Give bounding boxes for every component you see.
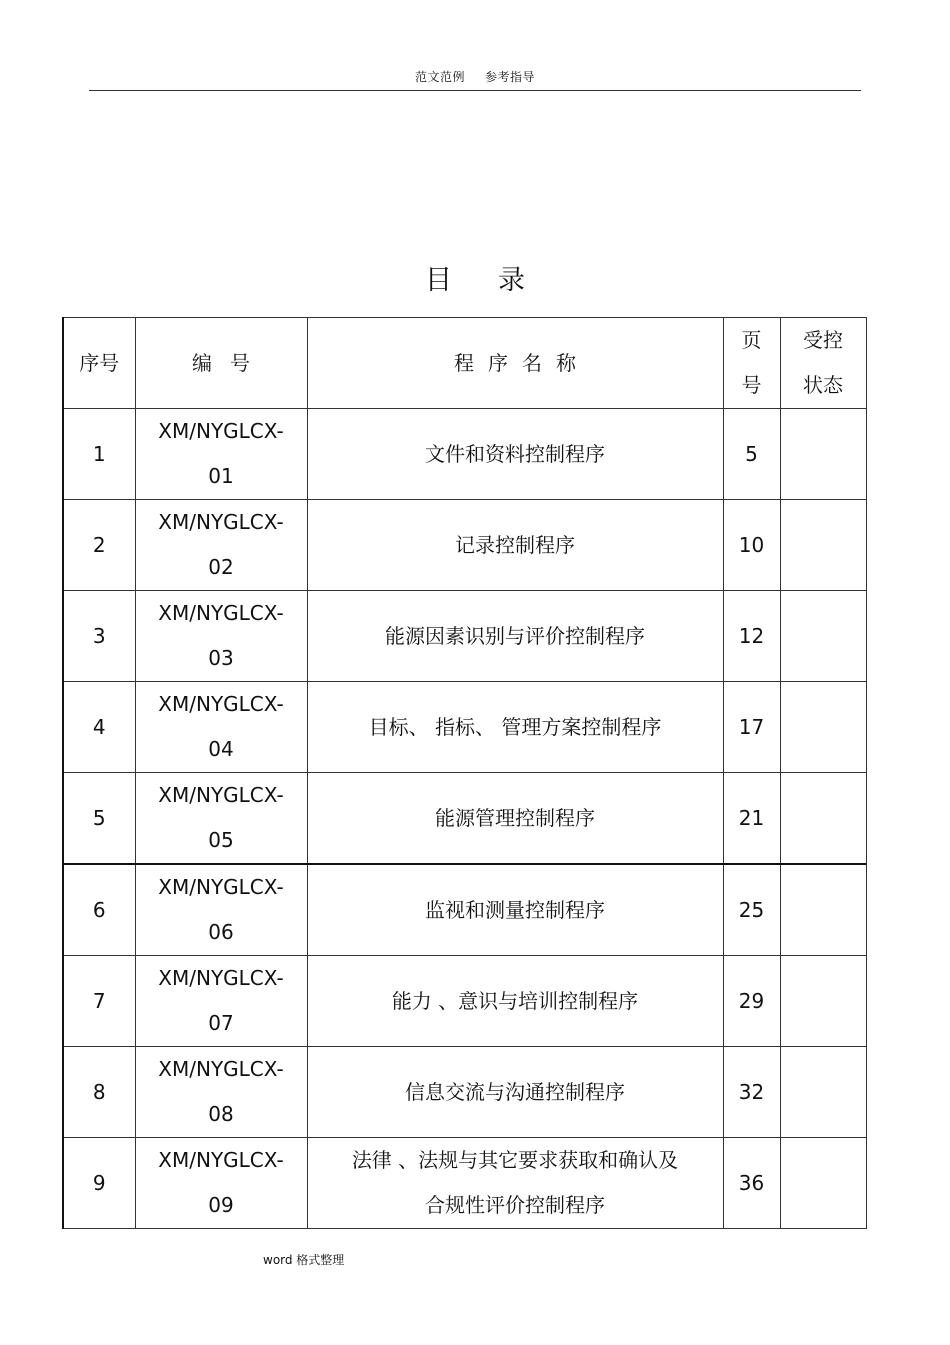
- row-name: [307, 864, 723, 956]
- row-page: 36: [723, 1138, 780, 1229]
- row-code-line1: XM/NYGLCX-: [158, 875, 284, 899]
- row-page: 32: [723, 1047, 780, 1138]
- row-page: 10: [723, 500, 780, 591]
- row-code-line2: 03: [208, 646, 234, 670]
- row-page: 5: [723, 409, 780, 500]
- row-name: [307, 409, 723, 500]
- page-footer: word 格式整理: [263, 1253, 345, 1267]
- row-status: [780, 956, 866, 1047]
- row-name-line1: 法律 、法规与其它要求获取和确认及: [351, 1148, 679, 1172]
- row-name: [307, 500, 723, 591]
- row-status: [780, 409, 866, 500]
- row-status: [780, 591, 866, 682]
- table-row: [63, 864, 866, 956]
- row-page: 12: [723, 591, 780, 682]
- page-title: 目录: [425, 265, 571, 296]
- row-name-line1: 监视和测量控制程序: [425, 897, 605, 922]
- header-status-line2: 状态: [803, 373, 843, 397]
- row-status: [780, 500, 866, 591]
- row-name-line1: 信息交流与沟通控制程序: [405, 1079, 625, 1104]
- header-seq: 序号: [63, 318, 135, 409]
- row-code-line1: XM/NYGLCX-: [158, 966, 284, 990]
- row-seq: 3: [63, 591, 135, 682]
- header-status-line1: 受控: [803, 328, 843, 352]
- row-seq: 1: [63, 409, 135, 500]
- table-row: [63, 500, 866, 591]
- row-name-line2: 合规性评价控制程序: [425, 1193, 605, 1217]
- row-code-line2: 05: [208, 828, 234, 852]
- table-row: [63, 773, 866, 865]
- table-row: [63, 1138, 866, 1229]
- row-status: [780, 682, 866, 773]
- table-header-row: [63, 318, 866, 409]
- row-code: [135, 773, 307, 865]
- header-code: 编号: [135, 318, 307, 409]
- row-code-line2: 04: [208, 737, 234, 761]
- row-name: [307, 956, 723, 1047]
- row-code-line1: XM/NYGLCX-: [158, 419, 284, 443]
- row-code-line1: XM/NYGLCX-: [158, 783, 284, 807]
- row-status: [780, 773, 866, 865]
- row-code-line2: 06: [208, 920, 234, 944]
- row-name-line1: 记录控制程序: [455, 532, 575, 557]
- row-seq: 4: [63, 682, 135, 773]
- row-name: [307, 1138, 723, 1229]
- header-left-text: 范文范例: [414, 70, 465, 84]
- row-code-line2: 08: [208, 1102, 234, 1126]
- table-row: [63, 956, 866, 1047]
- table-row: [63, 591, 866, 682]
- row-name-line1: 目标、 指标、 管理方案控制程序: [368, 714, 662, 739]
- row-code: [135, 1047, 307, 1138]
- row-page: 21: [723, 773, 780, 865]
- header-page-line1: 页: [741, 328, 762, 352]
- row-seq: 7: [63, 956, 135, 1047]
- row-code-line1: XM/NYGLCX-: [158, 692, 284, 716]
- row-page: 29: [723, 956, 780, 1047]
- page-header: [0, 68, 950, 85]
- row-page: 25: [723, 864, 780, 956]
- row-name-line1: 文件和资料控制程序: [425, 441, 605, 466]
- row-name-line1: 能源管理控制程序: [435, 805, 595, 830]
- row-name-line1: 能源因素识别与评价控制程序: [385, 623, 645, 648]
- row-code: [135, 591, 307, 682]
- row-name: [307, 682, 723, 773]
- row-code-line1: XM/NYGLCX-: [158, 510, 284, 534]
- header-right-text: 参考指导: [485, 70, 536, 84]
- row-name: [307, 773, 723, 865]
- row-code: [135, 500, 307, 591]
- row-code-line2: 02: [208, 555, 234, 579]
- row-code-line1: XM/NYGLCX-: [158, 1148, 284, 1172]
- row-name-line1: 能力 、意识与培训控制程序: [391, 988, 639, 1013]
- row-page: 17: [723, 682, 780, 773]
- row-name: [307, 591, 723, 682]
- row-seq: 2: [63, 500, 135, 591]
- table-row: [63, 409, 866, 500]
- row-code: [135, 956, 307, 1047]
- header-page-line2: 号: [741, 373, 762, 397]
- table-row: [63, 1047, 866, 1138]
- row-code-line1: XM/NYGLCX-: [158, 1057, 284, 1081]
- row-seq: 6: [63, 864, 135, 956]
- toc-table: [62, 317, 867, 1229]
- row-code: [135, 682, 307, 773]
- row-code-line2: 09: [208, 1193, 234, 1217]
- table-row: [63, 682, 866, 773]
- row-seq: 8: [63, 1047, 135, 1138]
- row-name: [307, 1047, 723, 1138]
- header-page: [723, 318, 780, 409]
- header-name: 程序名称: [307, 318, 723, 409]
- row-code: [135, 409, 307, 500]
- row-code-line1: XM/NYGLCX-: [158, 601, 284, 625]
- row-status: [780, 1138, 866, 1229]
- row-seq: 9: [63, 1138, 135, 1229]
- row-status: [780, 864, 866, 956]
- row-status: [780, 1047, 866, 1138]
- row-code-line2: 07: [208, 1011, 234, 1035]
- row-seq: 5: [63, 773, 135, 865]
- header-status: [780, 318, 866, 409]
- row-code: [135, 1138, 307, 1229]
- row-code-line2: 01: [208, 464, 234, 488]
- row-code: [135, 864, 307, 956]
- header-rule: [89, 90, 861, 91]
